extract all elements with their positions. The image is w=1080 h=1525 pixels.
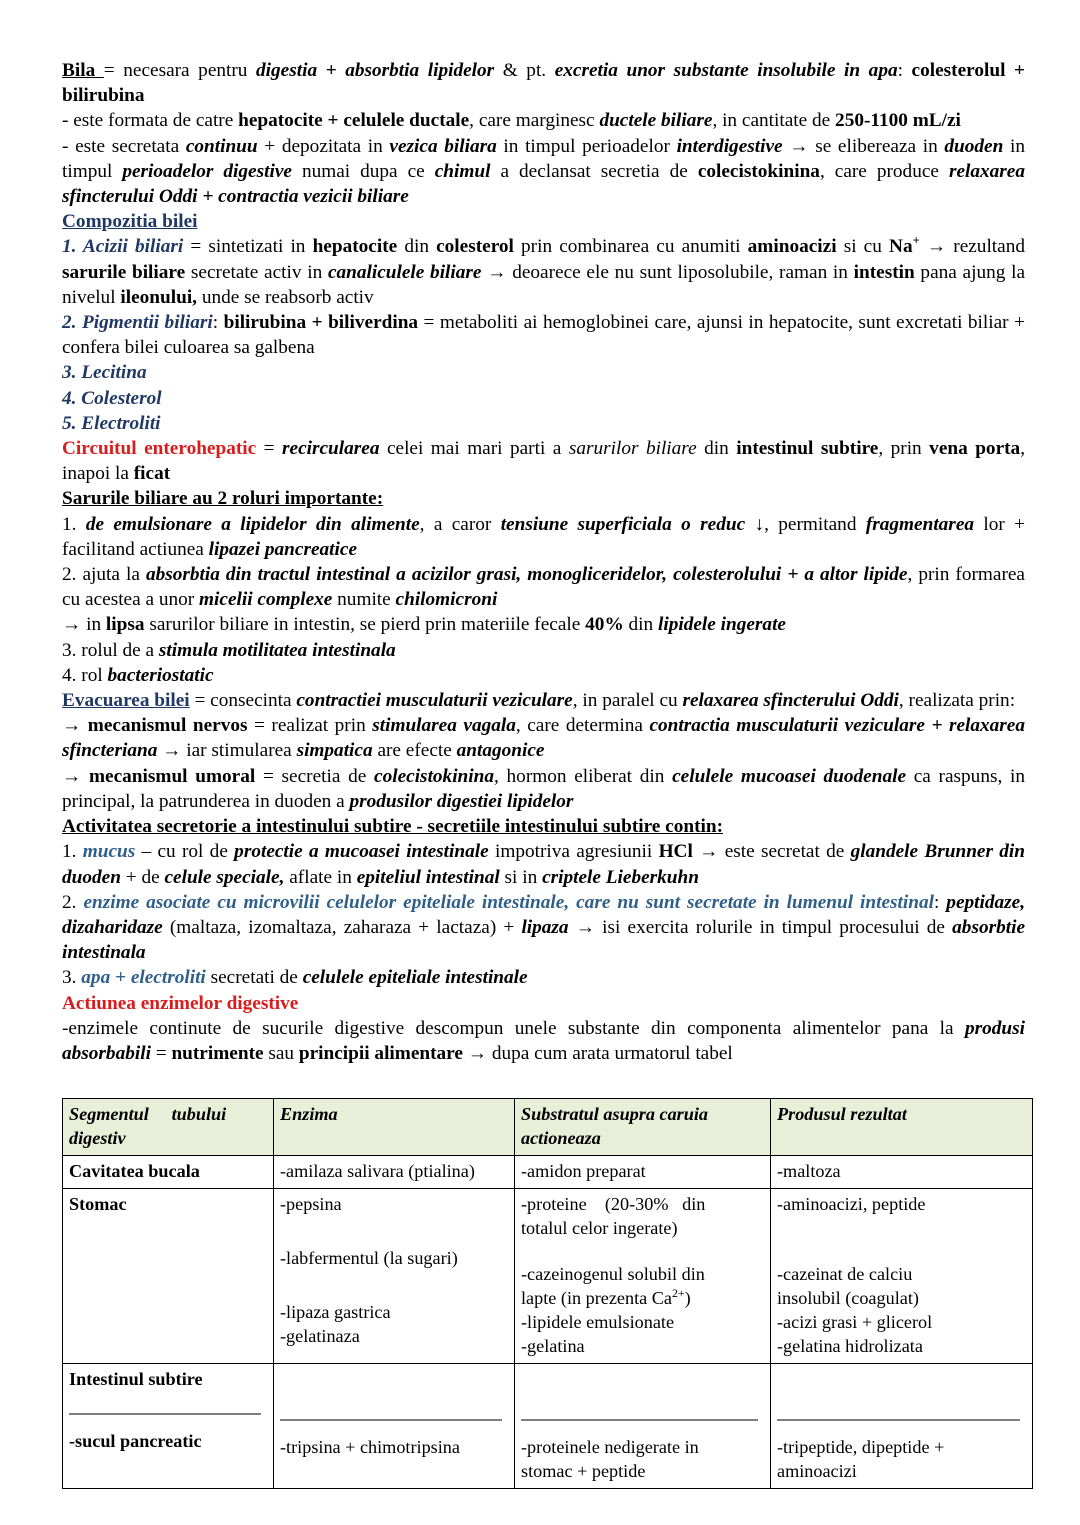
text-run: 250-1100 mL/zi [835, 110, 961, 132]
text-run: → deoarece ele nu sunt liposolubile, raman in [481, 261, 854, 283]
text-run: a declansat secretia de [490, 160, 698, 182]
text-run: 3. Lecitina [62, 362, 147, 384]
list-item-colesterol [62, 386, 1025, 411]
text-run: - este formata de catre [62, 110, 239, 132]
text-run: digestia + absorbtia lipidelor [256, 60, 495, 81]
cell-line: -gelatinaza [280, 1326, 360, 1347]
text-run: mucus [82, 841, 136, 863]
text-run: nutrimente [171, 1042, 264, 1064]
paragraph-circuitul-enterohepatic [62, 436, 1025, 486]
text-run: , in cantitate de [712, 110, 836, 132]
table-header [63, 1099, 1033, 1156]
text-run: = metaboliti ai hemoglobinei care, ajunsi in hepatocite, sunt excretati biliar + confera bilei culoarea sa galbena [62, 312, 1025, 359]
cell-line: -sucul pancreatic [69, 1431, 202, 1452]
heading-text: Activitatea secretorie a intestinului subtire - secretiile intestinului subtire contin: [62, 816, 724, 838]
text-run: produsilor digestiei lipidelor [349, 790, 574, 812]
cell-segment: Stomac [63, 1189, 274, 1364]
text-run: chimul [434, 160, 491, 182]
text-run: → in [62, 614, 106, 636]
text-run: in timpul [62, 135, 1025, 182]
paragraph-bila-definition [62, 58, 1025, 108]
paragraph-mecanismul-umoral [62, 764, 1025, 814]
text-run: : [212, 312, 224, 334]
text-run: enzime asociate cu microvilii celulelor epiteliale intestinale, care nu sunt secretate in lumenul intestinal [83, 891, 934, 913]
text-run: , care produce [819, 160, 949, 182]
superscript-plus: + [912, 234, 920, 248]
text-run: secretate activ in [185, 261, 328, 283]
text-run: stimularea vagala [372, 715, 516, 737]
text-run: → mecanismul nervos [62, 715, 248, 737]
text-run: colesterolul + bilirubina [62, 60, 1025, 107]
text-run: celei mai mari parti a [379, 438, 569, 460]
document-body [62, 58, 1025, 1066]
text-run: fragmentarea [865, 513, 975, 535]
table-body [63, 1156, 1033, 1489]
text-run: → iar stimularea [157, 740, 297, 762]
cell-spacer [280, 1270, 508, 1300]
text-run: din [397, 236, 437, 258]
cell-substrate [515, 1156, 771, 1189]
cell-line: -aminoacizi, peptide [777, 1194, 926, 1215]
cell-spacer [777, 1216, 1026, 1240]
text-run: 1. [62, 513, 86, 535]
text-run: aminoacizi [747, 236, 837, 258]
list-item-electroliti [62, 411, 1025, 436]
cell-enzyme [274, 1364, 515, 1489]
table-row [63, 1156, 1033, 1189]
text-run: protectie a mucoasei intestinale [234, 841, 489, 863]
term-bila: Bila [62, 60, 104, 81]
text-run: din [623, 614, 658, 636]
text-run: din [696, 438, 737, 460]
text-run: ileonului, [120, 286, 197, 308]
text-run: , prin formarea cu acestea a unor [62, 564, 1025, 611]
cell-line: -amidon preparat [521, 1161, 646, 1182]
cell-line: -tripsina + chimotripsina [280, 1437, 460, 1458]
text-run: 2. ajuta la [62, 564, 146, 586]
cell-line: -gelatina [521, 1336, 585, 1357]
text-run: ductele biliare [599, 110, 713, 132]
text-run: , inapoi la [62, 438, 1026, 485]
text-run: unde se reabsorb activ [197, 286, 374, 308]
text-run: colesterol [436, 236, 514, 258]
text-run: HCl [658, 841, 693, 863]
text-run: = secretia de [255, 765, 375, 787]
cell-substrate [515, 1364, 771, 1489]
text-run: bacteriostatic [107, 664, 214, 686]
cell-divider [521, 1419, 758, 1421]
text-run: aflate in [284, 866, 357, 888]
paragraph-pigmentii-biliari [62, 310, 1025, 360]
paragraph-rol-bacteriostatic [62, 663, 1025, 688]
text-run: simpatica [296, 740, 373, 762]
text-run: epiteliul intestinal [356, 866, 500, 888]
table-row [63, 1364, 1033, 1489]
paragraph-evacuarea-bilei [62, 688, 1025, 713]
text-run: stimula motilitatea intestinala [158, 639, 396, 661]
cell-product [771, 1364, 1033, 1489]
table-header-row [63, 1099, 1033, 1156]
text-run: , hormon eliberat din [494, 765, 673, 787]
text-run: excretia unor substante insolubile in apa [554, 60, 898, 81]
header-line: digestiv [69, 1128, 126, 1149]
text-run: = [150, 1042, 172, 1064]
cell-line: -lipidele emulsionate [521, 1312, 675, 1333]
text-run: → isi exercita rolurile in timpul procesului de [568, 916, 953, 938]
cell-line: totalul celor ingerate) [521, 1218, 678, 1239]
text-run: 4. Colesterol [62, 387, 162, 409]
cell-product [771, 1156, 1033, 1189]
header-line: Substratul asupra caruia [521, 1104, 708, 1125]
text-run: glandele Brunner din duoden [62, 841, 1025, 888]
heading-activitatea-secretorie [62, 814, 1025, 839]
text-run: pana ajung la nivelul [62, 261, 1026, 308]
text-run: intestin [853, 261, 915, 283]
text-run: tensiune superficiala o reduc ↓ [500, 513, 765, 535]
text-run: lor + facilitand actiunea [62, 513, 1026, 560]
cell-line: insolubil (coagulat) [777, 1288, 919, 1309]
text-run: sarurilor biliare in intestin, se pierd prin materiile fecale [144, 614, 586, 636]
text-run: intestinul subtire [736, 438, 879, 460]
text-run: 2. [62, 891, 84, 913]
header-line: Produsul rezultat [777, 1104, 907, 1125]
text-run: recircularea [282, 438, 380, 460]
text-run: de emulsionare a lipidelor din alimente [85, 513, 420, 535]
text-run: Circuitul enterohepatic [62, 438, 257, 460]
text-run: si in [499, 866, 543, 888]
column-header-substrate [515, 1099, 771, 1156]
text-run: absorbtie intestinala [62, 916, 1025, 964]
cell-segment [63, 1364, 274, 1489]
heading-text: Sarurile biliare au 2 roluri importante: [62, 488, 384, 510]
text-run: apa + electroliti [81, 967, 206, 989]
text-run: relaxarea sfincterului Oddi [682, 690, 899, 712]
text-run: & pt. [494, 60, 555, 81]
text-run: → este secretat de [692, 841, 851, 863]
text-run: contractiei musculaturii veziculare [296, 690, 573, 712]
cell-line: -amilaza salivara (ptialina) [280, 1161, 475, 1182]
cell-line: -proteine (20-30% din [521, 1194, 706, 1215]
cell-enzyme [274, 1156, 515, 1189]
cell-divider [69, 1413, 261, 1415]
formula-sodium [889, 236, 920, 257]
text-run: lapte (in prezenta Ca [521, 1288, 672, 1309]
paragraph-rol-emulsionare [62, 512, 1025, 562]
text-run: + de [120, 866, 165, 888]
table-row [63, 1189, 1033, 1364]
paragraph-mucus [62, 839, 1025, 889]
text-run: lipaza [521, 916, 569, 938]
heading-text: Evacuarea bilei [62, 690, 190, 712]
text-run: in timpul perioadelor [496, 135, 677, 157]
cell-line: -maltoza [777, 1161, 841, 1182]
text-run: → mecanismul umoral [62, 765, 256, 787]
text-run: Na [889, 236, 913, 258]
text-run: colecistokinina [374, 765, 495, 787]
text-run: celule speciale, [164, 866, 285, 888]
text-run: – cu rol de [135, 841, 235, 863]
text-run: chilomicroni [395, 589, 498, 611]
text-run: numite [332, 589, 396, 611]
paragraph-bila-secretion [62, 134, 1025, 210]
text-run: bilirubina + biliverdina [223, 312, 419, 334]
paragraph-mecanismul-nervos [62, 713, 1025, 763]
cell-line: -labfermentul (la sugari) [280, 1248, 458, 1269]
cell-line-calcium [521, 1286, 764, 1310]
text-run: sau [263, 1042, 299, 1064]
text-run: , prin [878, 438, 930, 460]
text-run: criptele Lieberkuhn [542, 866, 699, 888]
text-run: + depozitata in [257, 135, 390, 157]
heading-actiunea-enzimelor [62, 991, 1025, 1016]
text-run: sarurilor biliare [568, 438, 697, 460]
cell-line: stomac + peptide [521, 1461, 646, 1482]
text-run: 3. [62, 967, 82, 989]
cell-divider [280, 1419, 502, 1421]
text-run: impotriva agresiunii [488, 841, 659, 863]
text-run: celulele mucoasei duodenale [672, 765, 907, 787]
heading-text: Actiunea enzimelor digestive [62, 992, 299, 1014]
text-run: = consecinta [189, 690, 297, 712]
text-run: , care marginesc [469, 110, 600, 132]
heading-text: Compozitia bilei [62, 211, 198, 233]
text-run: 40% [585, 614, 624, 636]
text-run: relaxarea sfincterului Oddi + contractia vezicii biliare [62, 160, 1025, 208]
column-header-segment [63, 1099, 274, 1156]
enzyme-action-table [62, 1098, 1033, 1489]
text-run: antagonice [456, 740, 545, 762]
paragraph-bila-formation [62, 108, 1025, 133]
cell-product [771, 1189, 1033, 1364]
text-run: lipsa [105, 614, 145, 636]
text-run: interdigestive [676, 135, 783, 157]
text-run: absorbtia din tractul intestinal a acizilor grasi, monogliceridelor, colesterolului + a altor lipide [145, 564, 908, 586]
text-run: ficat [133, 463, 171, 485]
text-run: vezica biliara [389, 135, 497, 157]
paragraph-rol-absorbtie [62, 562, 1025, 612]
text-run: = sintetizati in [183, 236, 313, 258]
text-run: - este secretata [62, 135, 186, 157]
text-run: ca raspuns, in principal, la patrunderea in duoden a [62, 765, 1025, 812]
text-run: , permitand [764, 513, 866, 535]
text-run: duoden [944, 135, 1004, 157]
paragraph-enzime-descompun [62, 1016, 1025, 1066]
text-run: : [897, 60, 912, 81]
text-run: sarurile biliare [62, 261, 186, 283]
header-line: actioneaza [521, 1128, 601, 1149]
text-run: numai dupa ce [291, 160, 435, 182]
cell-line: -acizi grasi + glicerol [777, 1312, 933, 1333]
superscript-charge: 2+ [671, 1286, 685, 1301]
paragraph-lipsa-saruri [62, 612, 1025, 637]
text-run: lipazei pancreatice [208, 538, 358, 560]
cell-divider [777, 1419, 1020, 1421]
cell-line: -lipaza gastrica [280, 1302, 391, 1323]
text-run: ) [684, 1288, 691, 1309]
text-run: → rezultand [919, 236, 1026, 258]
text-run: 1. [62, 841, 83, 863]
text-run: prin combinarea cu anumiti [513, 236, 748, 258]
text-run: micelii complexe [199, 589, 333, 611]
header-line: Segmentul tubului [69, 1104, 227, 1125]
cell-line: -pepsina [280, 1194, 342, 1215]
text-run: 5. Electroliti [62, 412, 161, 434]
text-run: perioadelor digestive [122, 160, 292, 182]
text-run: contractia musculaturii veziculare + relaxarea sfincteriana [62, 715, 1025, 762]
text-run: , a caror [419, 513, 501, 535]
text-run: , realizata prin: [898, 690, 1016, 712]
cell-line: -proteinele nedigerate in [521, 1437, 699, 1458]
text-run: , care determina [515, 715, 650, 737]
cell-line: -gelatina hidrolizata [777, 1336, 923, 1357]
cell-line: -tripeptide, dipeptide + [777, 1437, 945, 1458]
text-run: hepatocite [312, 236, 398, 258]
text-run: secretati de [205, 967, 303, 989]
text-run: 1. Acizii biliari [62, 236, 184, 258]
text-run: → dupa cum arata urmatorul tabel [462, 1042, 733, 1064]
header-line: Enzima [280, 1104, 338, 1125]
text-run: celulele epiteliale intestinale [302, 967, 528, 989]
text-run: canaliculele biliare [327, 261, 482, 283]
cell-segment: Cavitatea bucala [63, 1156, 274, 1189]
text-run: principii alimentare [298, 1042, 463, 1064]
text-run: , in paralel cu [572, 690, 683, 712]
paragraph-enzime-microvilii [62, 890, 1025, 966]
text-run: produsi absorbabili [62, 1017, 1025, 1064]
cell-spacer [777, 1240, 1026, 1262]
paragraph-rol-motilitate [62, 638, 1025, 663]
text-run: = necesara pentru [103, 60, 257, 81]
paragraph-apa-electroliti [62, 965, 1025, 990]
column-header-product [771, 1099, 1033, 1156]
text-run: (maltaza, izomaltaza, zaharaza + lactaza) + [162, 916, 522, 938]
text-run: 4. rol [62, 664, 108, 686]
text-run: are efecte [372, 740, 457, 762]
cell-line: Intestinul subtire [69, 1369, 203, 1390]
list-item-lecitina [62, 360, 1025, 385]
heading-sarurile-biliare-roluri [62, 486, 1025, 511]
cell-line: -cazeinogenul solubil din [521, 1264, 705, 1285]
text-run: vena porta [929, 438, 1021, 460]
cell-substrate [515, 1189, 771, 1364]
text-run: : [933, 891, 947, 913]
text-run: peptidaze, dizaharidaze [62, 891, 1026, 938]
text-run: → se elibereaza in [782, 135, 945, 157]
cell-line: aminoacizi [777, 1461, 857, 1482]
text-run: hepatocite + celulele ductale [238, 110, 470, 132]
text-run: -enzimele continute de sucurile digestive descompun unele substante din componenta alimentelor pana la [62, 1017, 965, 1039]
text-run: si cu [836, 236, 890, 258]
text-run: colecistokinina [697, 160, 820, 182]
cell-line: -cazeinat de calciu [777, 1264, 913, 1285]
text-run: lipidele ingerate [658, 614, 786, 636]
text-run: 3. rolul de a [62, 639, 159, 661]
cell-spacer [280, 1216, 508, 1246]
cell-enzyme [274, 1189, 515, 1364]
text-run: continuu [185, 135, 258, 157]
cell-spacer [521, 1240, 764, 1262]
text-run: = [256, 438, 283, 460]
text-run: = realizat prin [247, 715, 373, 737]
paragraph-acizii-biliari [62, 234, 1025, 310]
column-header-enzyme [274, 1099, 515, 1156]
heading-compozitia-bilei [62, 209, 1025, 234]
text-run: 2. Pigmentii biliari [62, 312, 213, 334]
